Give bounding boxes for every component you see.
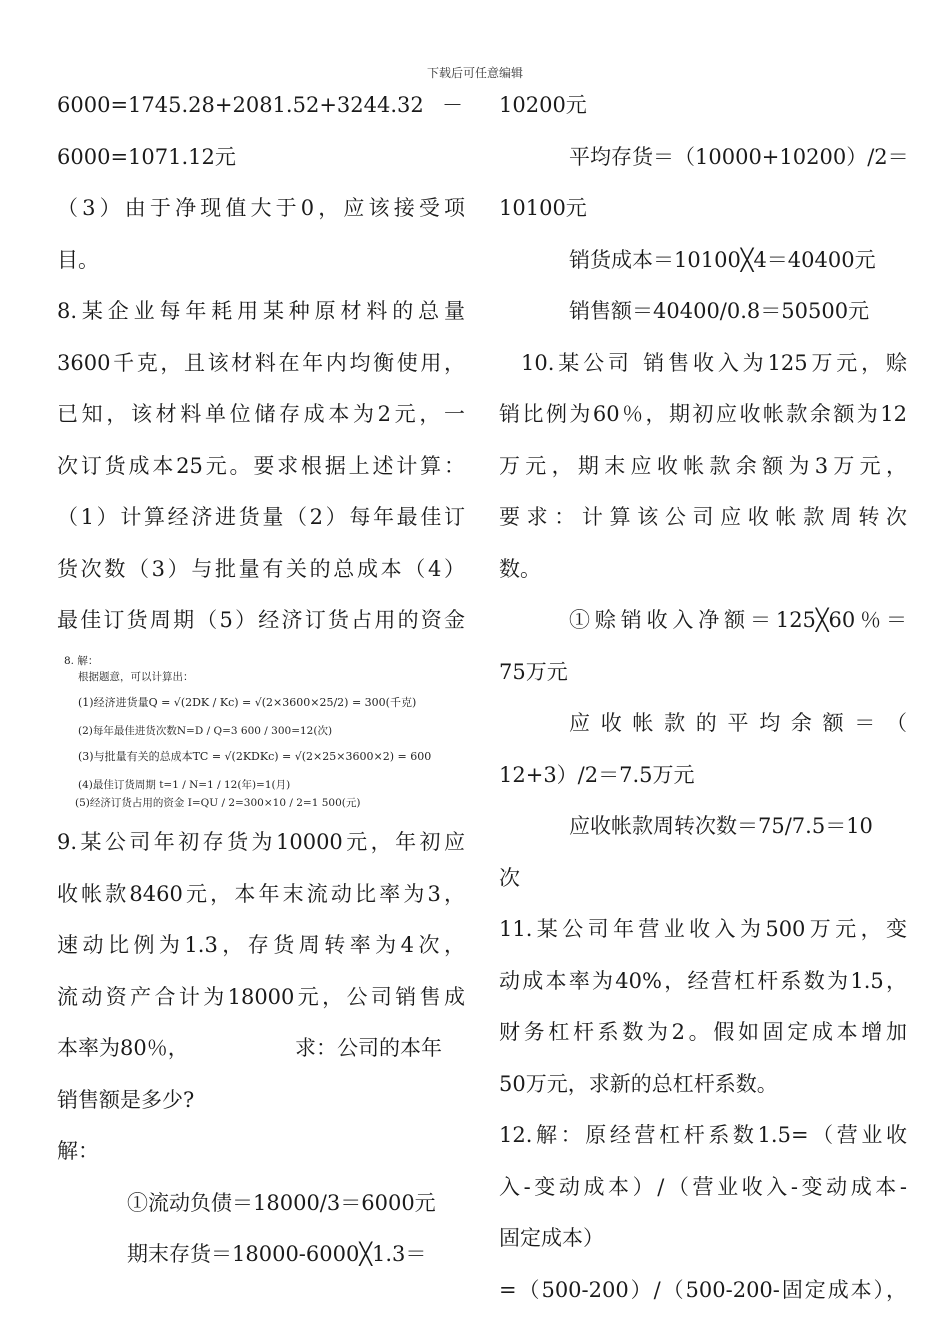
text-line: 动成本率为40%，经营杠杆系数为1.5， bbox=[499, 969, 907, 993]
text-line: 次订货成本25元。要求根据上述计算： bbox=[57, 454, 465, 478]
figure-title: 8. 解： bbox=[64, 655, 99, 667]
figure-line: (5)经济订货占用的资金 I=QU / 2=300×10 / 2=1 500(元) bbox=[75, 797, 361, 809]
figure-intro: 根据题意，可以计算出： bbox=[78, 671, 194, 683]
page-header: 下载后可任意编辑 bbox=[426, 66, 523, 80]
text-line: 流动资产合计为18000元，公司销售成 bbox=[57, 985, 465, 1009]
text-line: 6000=1071.12元 bbox=[57, 145, 236, 169]
figure-line: (4)最佳订货周期 t=1 / N=1 / 12(年)=1(月) bbox=[78, 779, 291, 791]
text-line: 货次数（3）与批量有关的总成本（4） bbox=[57, 557, 465, 581]
figure-line: (2)每年最佳进货次数N=D / Q=3 600 / 300=12(次) bbox=[78, 725, 333, 737]
question-11-heading: 11.某公司年营业收入为500万元，变 bbox=[499, 917, 907, 941]
text-line: ①赊销收入净额＝125╳60％＝ bbox=[569, 608, 907, 632]
text-line: 收帐款8460元，本年末流动比率为3， bbox=[57, 882, 465, 906]
text-line: 数。 bbox=[499, 557, 541, 581]
text-line: 财务杠杆系数为2。假如固定成本增加 bbox=[499, 1020, 907, 1044]
text-line: 50万元，求新的总杠杆系数。 bbox=[499, 1072, 778, 1096]
text-line: =（500-200）/（500-200-固定成本）， bbox=[499, 1278, 907, 1302]
question-9-heading: 9.某公司年初存货为10000元，年初应 bbox=[57, 830, 465, 854]
text-line: 本率为80％， bbox=[57, 1036, 189, 1060]
text-line: 6000=1745.28+2081.52+3244.32 bbox=[57, 93, 424, 117]
text-line: 最佳订货周期（5）经济订货占用的资金 bbox=[57, 608, 465, 632]
text-line: 3600千克，且该材料在年内均衡使用， bbox=[57, 351, 465, 375]
text-line: 75万元 bbox=[499, 660, 568, 684]
text-line: 10200元 bbox=[499, 93, 587, 117]
solution-label: 解： bbox=[57, 1139, 99, 1163]
text-line: 入-变动成本）/（营业收入-变动成本- bbox=[499, 1175, 907, 1199]
text-line: 销售额＝40400/0.8＝50500元 bbox=[569, 299, 870, 323]
text-line: 固定成本） bbox=[499, 1226, 604, 1250]
text-line: 要求：计算该公司应收帐款周转次 bbox=[499, 505, 907, 529]
text-line: 期末存货＝18000-6000╳1.3＝ bbox=[127, 1242, 427, 1266]
question-8-heading: 8.某企业每年耗用某种原材料的总量 bbox=[57, 299, 465, 323]
text-line: 应收帐款的平均余额＝（ bbox=[569, 711, 907, 735]
text-line: 已知，该材料单位储存成本为2元，一 bbox=[57, 402, 465, 426]
text-line: 销比例为60％，期初应收帐款余额为12 bbox=[499, 402, 907, 426]
text-line: 目。 bbox=[57, 248, 99, 272]
text-line: 10100元 bbox=[499, 196, 587, 220]
text-line: （1）计算经济进货量（2）每年最佳订 bbox=[57, 505, 465, 529]
text-line: 12+3）/2＝7.5万元 bbox=[499, 763, 695, 787]
text-line: 销售额是多少? bbox=[57, 1088, 195, 1112]
text-line: 求：公司的本年 bbox=[295, 1036, 442, 1060]
solution-8-image bbox=[58, 652, 438, 814]
text-line: 销货成本＝10100╳4＝40400元 bbox=[569, 248, 876, 272]
text-line: 平均存货＝（10000+10200）/2＝ bbox=[569, 145, 909, 169]
text-line: 应收帐款周转次数＝75/7.5＝10 bbox=[569, 814, 873, 838]
text-line: － bbox=[442, 93, 463, 117]
text-line: 速动比例为1.3，存货周转率为4次， bbox=[57, 933, 465, 957]
text-line: 次 bbox=[499, 866, 520, 890]
question-10-heading: 10.某公司 销售收入为125万元，赊 bbox=[521, 351, 907, 375]
figure-line: (3)与批量有关的总成本TC = √(2KDKc) = √(2×25×3600×2) = 600 bbox=[78, 750, 432, 763]
text-line: ①流动负债＝18000/3＝6000元 bbox=[127, 1191, 436, 1215]
figure-line: (1)经济进货量Q = √(2DK / Kc) = √(2×3600×25/2) = 300(千克) bbox=[78, 696, 417, 709]
text-line: （3）由于净现值大于0，应该接受项 bbox=[57, 196, 465, 220]
text-line: 万元，期末应收帐款余额为3万元， bbox=[499, 454, 907, 478]
question-12-heading: 12.解：原经营杠杆系数1.5=（营业收 bbox=[499, 1123, 907, 1147]
